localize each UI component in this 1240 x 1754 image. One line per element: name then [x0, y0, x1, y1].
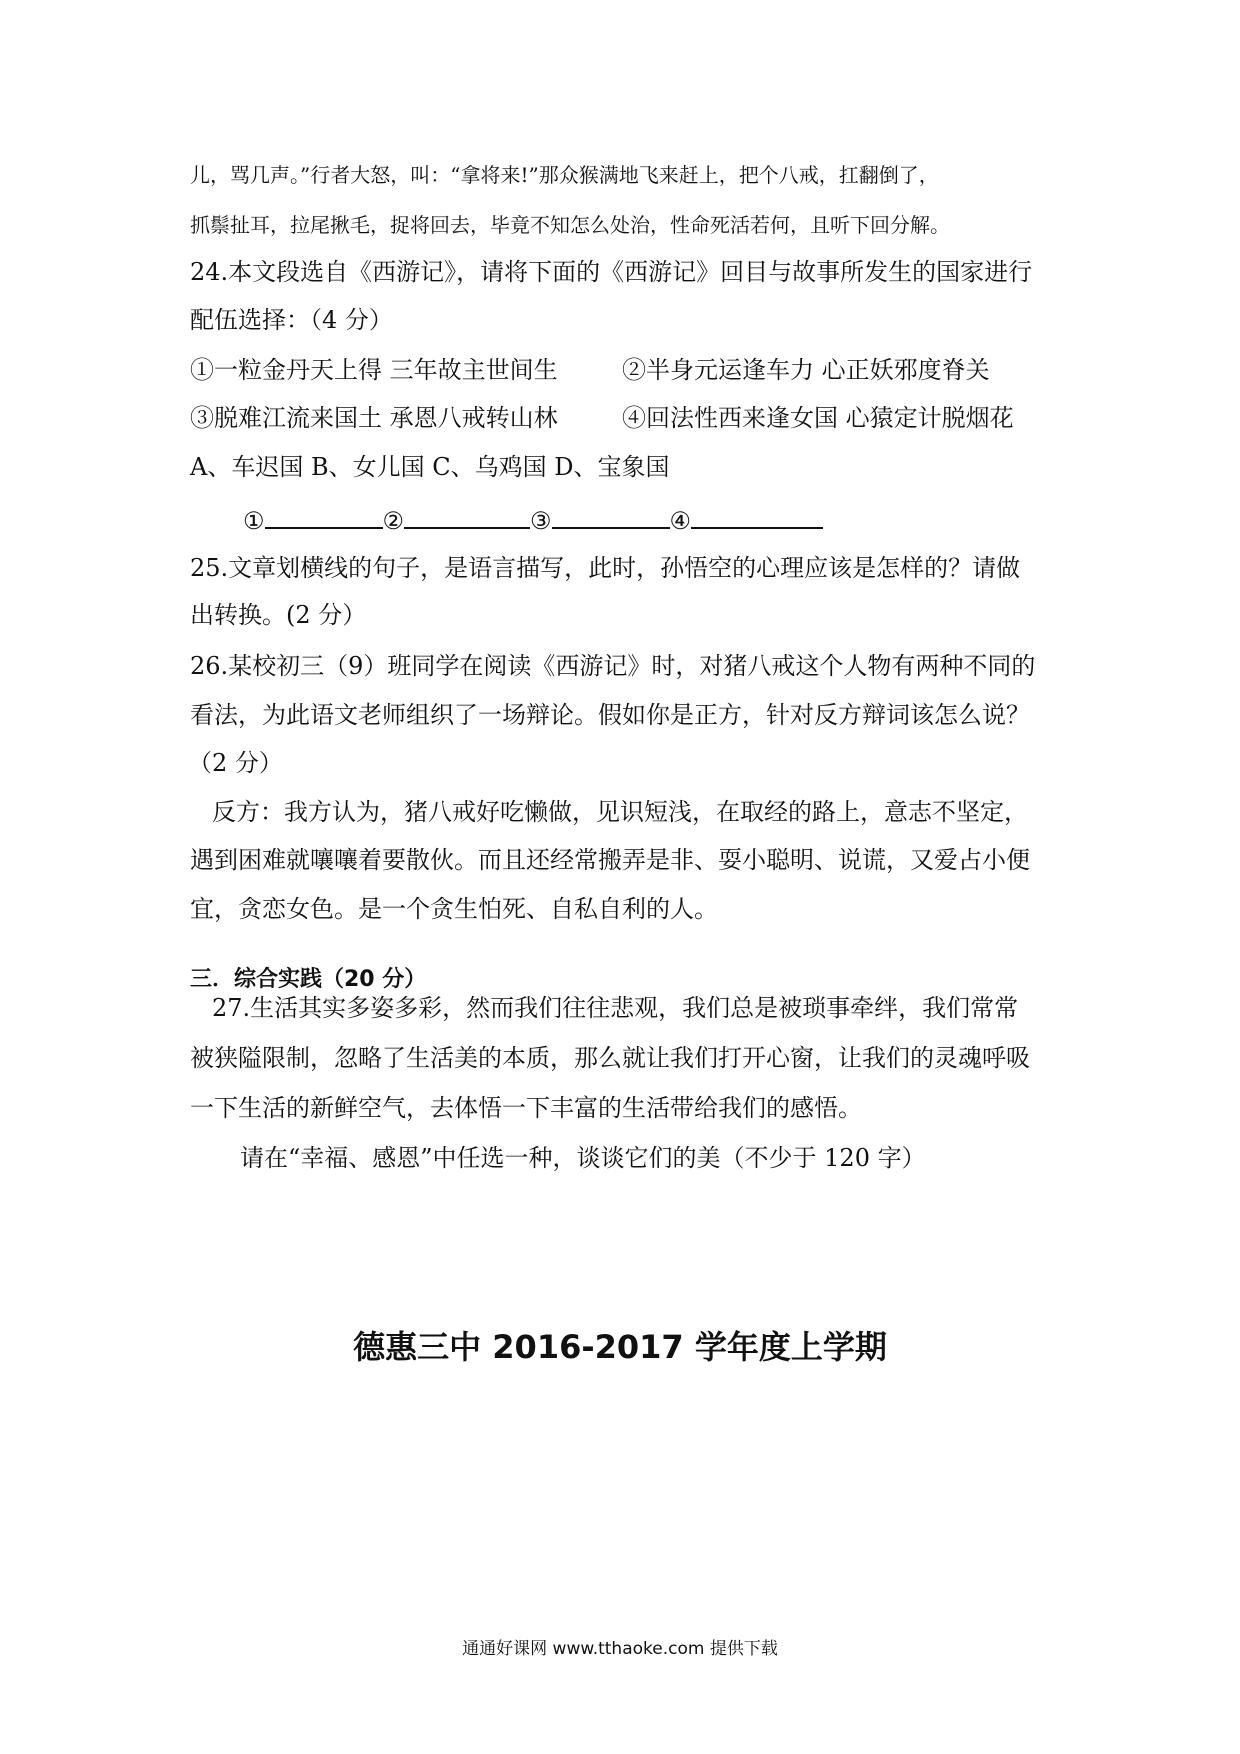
q24-item-2: ②半身元运逢车力 心正妖邪度脊关: [622, 356, 990, 384]
q24-answer-blanks: [243, 505, 823, 536]
q25-line-1: 25.文章划横线的句子，是语言描写，此时，孙悟空的心理应该是怎样的？请做: [190, 554, 1021, 582]
q27-line-2: 被狭隘限制，忽略了生活美的本质，那么就让我们打开心窗，让我们的灵魂呼吸: [190, 1044, 1030, 1072]
answer-blank-2[interactable]: [404, 505, 530, 529]
section-3-heading: 三．综合实践（20 分）: [190, 967, 427, 992]
next-exam-title: 德惠三中 2016-2017 学年度上学期: [353, 1328, 887, 1366]
q24-item-4: ④回法性西来逢女国 心猿定计脱烟花: [622, 404, 1014, 432]
q27-line-1: 27.生活其实多姿多彩，然而我们往往悲观，我们总是被琐事牵绊，我们常常: [212, 994, 1019, 1022]
blank-label-1: ①: [243, 507, 265, 535]
story-line-1: 儿，骂几声。”行者大怒，叫：“拿将来!”那众猴满地飞来赶上，把个八戒，扛翻倒了，: [190, 163, 939, 187]
q24-line-1: 24.本文段选自《西游记》，请将下面的《西游记》回目与故事所发生的国家进行: [190, 258, 1033, 286]
answer-blank-4[interactable]: [691, 505, 823, 529]
blank-label-3: ③: [530, 507, 552, 535]
q26-opponent-line-1: 反方：我方认为，猪八戒好吃懒做，见识短浅，在取经的路上，意志不坚定，: [212, 798, 1028, 826]
q24-line-2: 配伍选择：（4 分）: [190, 306, 393, 334]
q24-options: A、车迟国 B、女儿国 C、乌鸡国 D、宝象国: [190, 453, 670, 481]
page-footer: 通通好课网 www.tthaoke.com 提供下载: [462, 1639, 778, 1659]
q27-line-3: 一下生活的新鲜空气，去体悟一下丰富的生活带给我们的感悟。: [190, 1094, 862, 1122]
blank-label-4: ④: [669, 507, 692, 535]
q24-item-1: ①一粒金丹天上得 三年故主世间生: [190, 356, 558, 384]
q26-line-1: 26.某校初三（9）班同学在阅读《西游记》时，对猪八戒这个人物有两种不同的: [190, 652, 1036, 680]
q26-opponent-line-3: 宜，贪恋女色。是一个贪生怕死、自私自利的人。: [190, 895, 718, 923]
q26-line-3: （2 分）: [188, 749, 283, 777]
q26-line-2: 看法，为此语文老师组织了一场辩论。假如你是正方，针对反方辩词该怎么说？: [190, 701, 1030, 729]
blank-label-2: ②: [382, 507, 405, 535]
q24-item-3: ③脱难江流来国土 承恩八戒转山林: [190, 404, 558, 432]
q27-prompt: 请在“幸福、感恩”中任选一种，谈谈它们的美（不少于 120 字）: [240, 1144, 926, 1172]
q25-line-2: 出转换。(2 分）: [190, 601, 367, 629]
answer-blank-3[interactable]: [552, 505, 670, 529]
answer-blank-1[interactable]: [265, 505, 383, 529]
story-line-2: 抓鬃扯耳，拉尾揪毛，捉将回去，毕竟不知怎么处治，性命死活若何，且听下回分解。: [190, 213, 950, 237]
q26-opponent-line-2: 遇到困难就嚷嚷着要散伙。而且还经常搬弄是非、耍小聪明、说谎，又爱占小便: [190, 846, 1030, 874]
